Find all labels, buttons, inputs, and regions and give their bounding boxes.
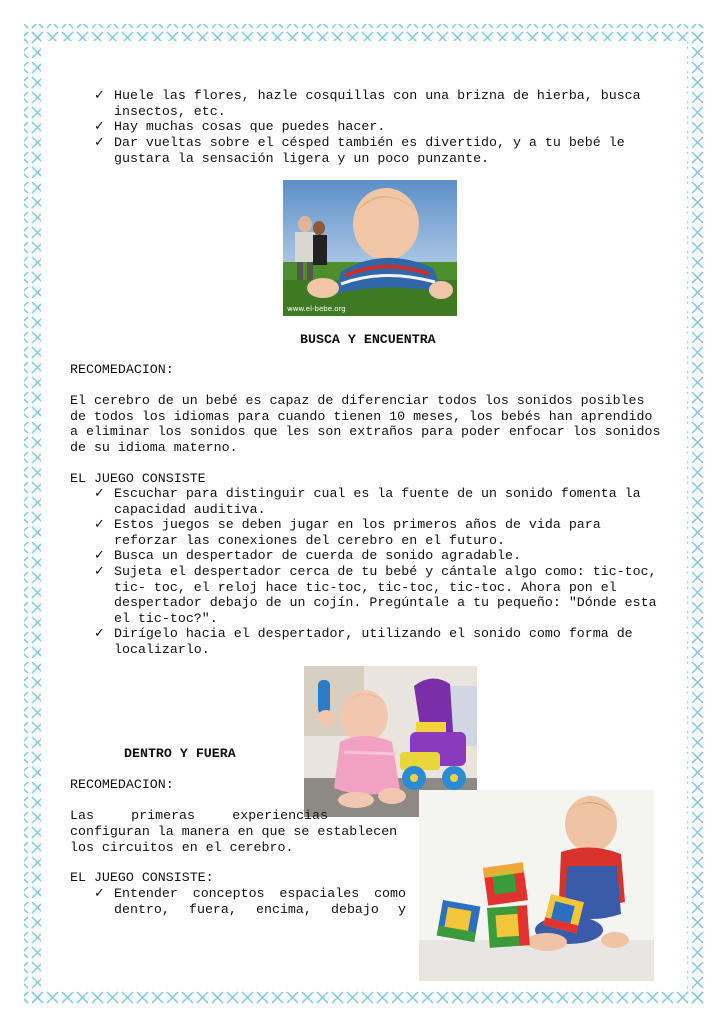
paragraph-line: El cerebro de un bebé es capaz de diferenciar todos los sonidos posibles: [70, 393, 645, 408]
photo-watermark: www.el-bebe.org: [287, 305, 346, 313]
check-icon: ✓: [94, 486, 105, 501]
intro-bullet-1-line-1: Huele las flores, hazle cosquillas con una brizna de hierba, busca: [114, 88, 641, 103]
intro-bullet-3-line-1: Dar vueltas sobre el césped también es divertido, y a tu bebé le: [114, 135, 625, 150]
intro-bullet-1-line-2: insectos, etc.: [114, 104, 226, 119]
intro-bullet-3-line-2: gustara la sensación ligera y un poco punzante.: [114, 151, 490, 166]
bullet-line: Sujeta el despertador cerca de tu bebé y cántale algo como: tic-toc,: [114, 564, 657, 579]
bullet-line: el tic-toc?".: [114, 611, 218, 626]
check-icon: ✓: [94, 135, 105, 150]
bullet-line: tic- toc, el reloj hace tic-toc, tic-toc, tic-toc. Ahora pon el: [114, 580, 617, 595]
paragraph-line: de su idioma materno.: [70, 440, 238, 455]
intro-bullet-2: Hay muchas cosas que puedes hacer.: [114, 119, 386, 134]
recommendation-label: RECOMEDACION:: [70, 362, 174, 377]
section-title-busca: BUSCA Y ENCUENTRA: [300, 332, 436, 347]
bullet-line: Estos juegos se deben jugar en los primeros años de vida para: [114, 517, 601, 532]
game-label: EL JUEGO CONSISTE:: [70, 870, 214, 885]
check-icon: ✓: [94, 564, 105, 579]
baby-crawling-photo: [283, 180, 457, 316]
paragraph-line: a eliminar los sonidos que les son extraños para poder enfocar los sonidos: [70, 424, 661, 439]
recommendation-label: RECOMEDACION:: [70, 777, 174, 792]
check-icon: ✓: [94, 548, 105, 563]
bullet-line: localizarlo.: [114, 642, 210, 657]
paragraph-line: los circuitos en el cerebro.: [70, 840, 294, 855]
check-icon: ✓: [94, 88, 105, 103]
check-icon: ✓: [94, 119, 105, 134]
check-icon: ✓: [94, 626, 105, 641]
baby-blocks-photo: [419, 790, 654, 981]
paragraph-line: de todos los idiomas para cuando tienen 10 meses, los bebés han aprendido: [70, 409, 653, 424]
paragraph-line: Las primeras experiencias: [70, 808, 328, 823]
section-title-dentro: DENTRO Y FUERA: [124, 746, 236, 761]
bullet-line: reforzar las conexiones del cerebro en el futuro.: [114, 533, 505, 548]
bullet-line: capacidad auditiva.: [114, 502, 266, 517]
bullet-line: Entender conceptos espaciales como: [114, 886, 406, 901]
bullet-line: Escuchar para distinguir cual es la fuente de un sonido fomenta la: [114, 486, 641, 501]
bullet-line: dentro, fuera, encima, debajo y: [114, 902, 406, 917]
bullet-line: Dirígelo hacia el despertador, utilizando el sonido como forma de: [114, 626, 633, 641]
check-icon: ✓: [94, 886, 105, 901]
bullet-line: Busca un despertador de cuerda de sonido agradable.: [114, 548, 521, 563]
bullet-line: despertador debajo de un cojín. Pregúntale a tu pequeño: "Dónde esta: [114, 595, 657, 610]
paragraph-line: configuran la manera en que se establecen: [70, 824, 398, 839]
game-label: EL JUEGO CONSISTE: [70, 471, 206, 486]
check-icon: ✓: [94, 517, 105, 532]
